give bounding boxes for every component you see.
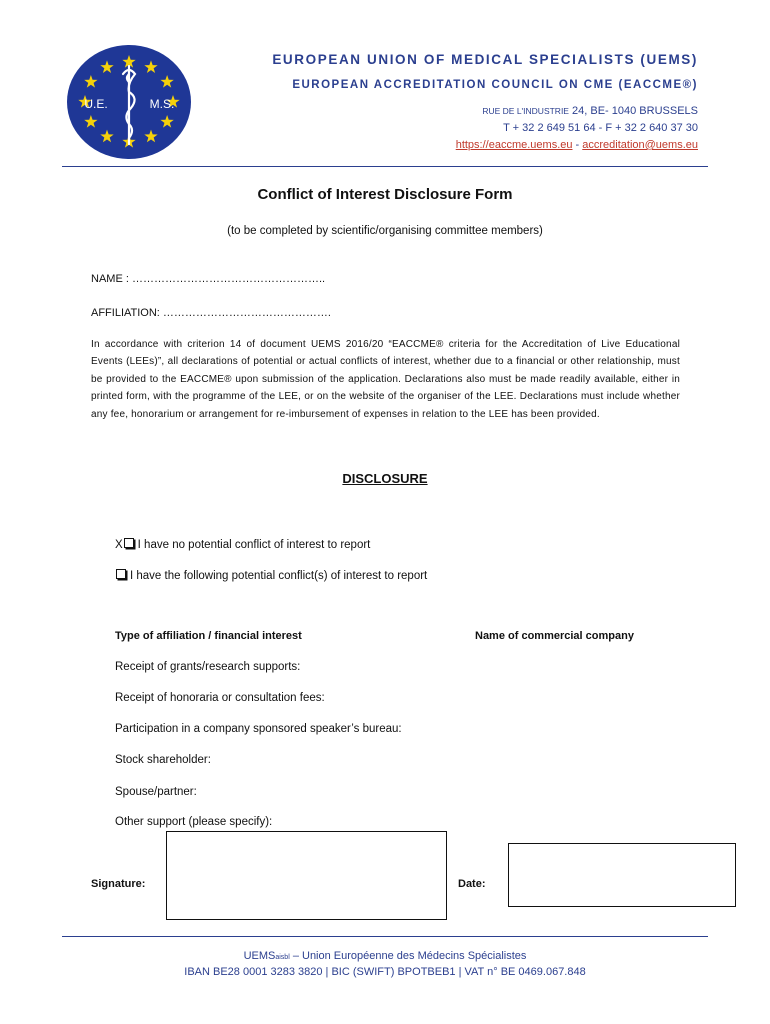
- option-no-conflict-label: I have no potential conflict of interest to report: [137, 539, 371, 551]
- column-company-header: Name of commercial company: [475, 630, 634, 642]
- website-link[interactable]: https://eaccme.uems.eu: [455, 139, 573, 151]
- footer-aisbl: aisbl: [275, 954, 290, 961]
- address-city: 24, BE- 1040 BRUSSELS: [568, 105, 698, 117]
- header-divider: [62, 166, 708, 167]
- page-subtitle: (to be completed by scientific/organising committee members): [227, 225, 543, 237]
- footer-uems: UEMS: [243, 950, 276, 962]
- date-box[interactable]: [508, 843, 736, 907]
- contact-line: [300, 139, 698, 151]
- column-type-header: Type of affiliation / financial interest: [115, 630, 302, 642]
- option-has-conflict-label: I have the following potential conflict(s) of interest to report: [130, 570, 428, 582]
- row-stock: Stock shareholder:: [115, 754, 211, 766]
- date-label: Date:: [458, 878, 486, 890]
- option-no-conflict[interactable]: [115, 538, 370, 551]
- row-speakers-bureau: Participation in a company sponsored speaker’s bureau:: [115, 723, 402, 735]
- signature-label: Signature:: [91, 878, 146, 890]
- criteria-paragraph: In accordance with criterion 14 of document UEMS 2016/20 “EACCME® criteria for the Accreditation of Live Educational Events (LEEs)”, all declarations of potential or actual conflicts of interest, whether due to a financial or other relationship, must be provided to the EACCME® upon submission of the application. Declarations also must be made readily available, either in printed form, with the programme of the LEE, or on the website of the organiser of the LEE. Declarations must include whether any fee, honorarium or arrangement for re-imbursement of expenses in relation to the LEE has been provided.: [91, 339, 680, 420]
- signature-box[interactable]: [166, 831, 447, 920]
- email-link[interactable]: accreditation@uems.eu: [582, 139, 698, 151]
- council-name: EUROPEAN ACCREDITATION COUNCIL ON CME (EACCME®): [292, 79, 698, 91]
- footer-bank: IBAN BE28 0001 3283 3820 | BIC (SWIFT) BPOTBEB1 | VAT n° BE 0469.067.848: [184, 966, 586, 978]
- footer-org: [0, 950, 770, 962]
- affiliation-field[interactable]: AFFILIATION: ……………………………………….: [91, 307, 331, 319]
- page-title: Conflict of Interest Disclosure Form: [257, 186, 513, 203]
- uems-logo: [66, 44, 192, 160]
- footer-divider: [62, 936, 708, 937]
- footer-union: – Union Européenne des Médecins Spécialistes: [289, 950, 527, 962]
- disclosure-heading: DISCLOSURE: [342, 471, 428, 486]
- row-spouse: Spouse/partner:: [115, 786, 197, 798]
- option-has-conflict[interactable]: [115, 569, 427, 582]
- row-honoraria: Receipt of honoraria or consultation fees:: [115, 692, 325, 704]
- address-line: [300, 105, 698, 117]
- logo-right-text: M.S.: [149, 97, 175, 111]
- row-grants: Receipt of grants/research supports:: [115, 661, 301, 673]
- contact-separator: -: [572, 139, 583, 151]
- option-mark: X: [115, 539, 123, 551]
- phone-line: T + 32 2 649 51 64 - F + 32 2 640 37 30: [503, 122, 698, 134]
- org-name: EUROPEAN UNION OF MEDICAL SPECIALISTS (UEMS): [272, 52, 698, 67]
- row-other-support: Other support (please specify):: [115, 816, 273, 828]
- checkbox-icon[interactable]: [116, 569, 126, 579]
- logo-left-text: U.E.: [84, 97, 108, 111]
- address-street: RUE DE L'INDUSTRIE: [482, 106, 569, 116]
- name-field[interactable]: NAME : ……………………………………………..: [91, 273, 326, 285]
- checkbox-icon[interactable]: [124, 538, 134, 548]
